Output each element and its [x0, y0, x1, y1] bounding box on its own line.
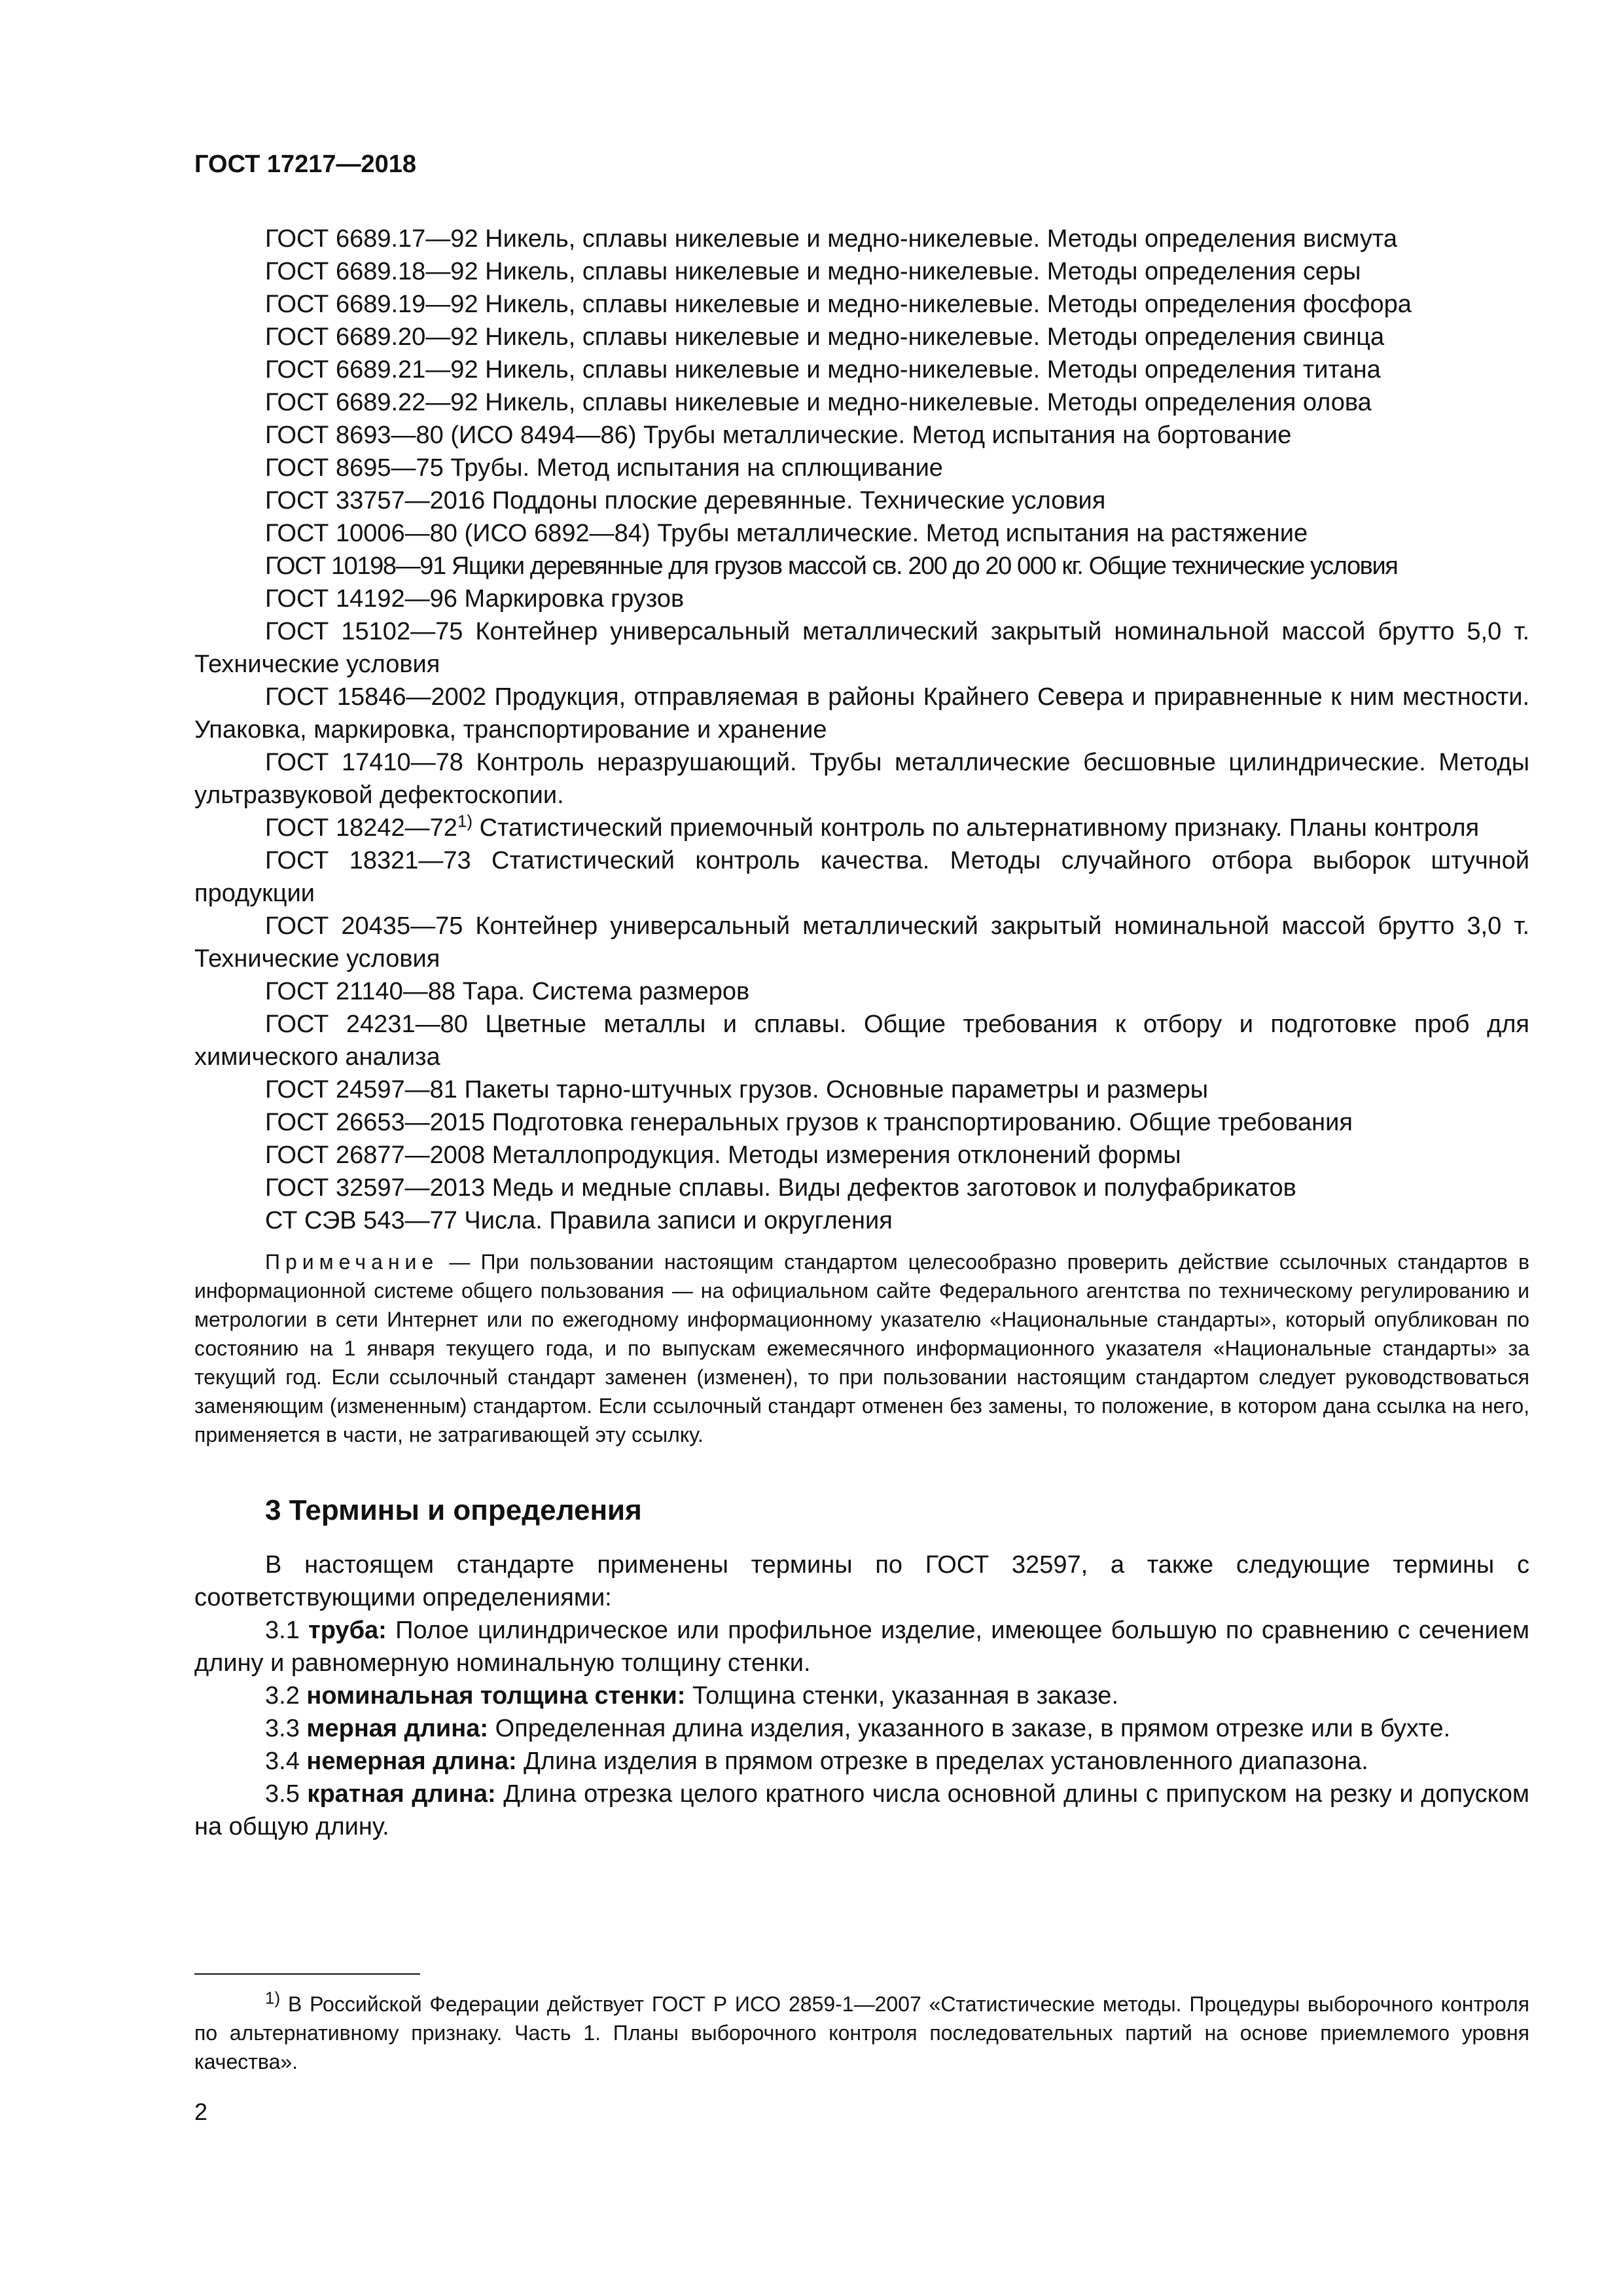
term-text: Полое цилиндрическое или профильное изделие, имеющее большую по сравнению с сечением длину и равномерную номинальную толщину стенки.	[194, 1617, 1530, 1677]
reference-code: ГОСТ 21140—88	[265, 978, 456, 1005]
note-dash: —	[449, 1250, 471, 1274]
reference-title: (ИСО 8494—86) Трубы металлические. Метод испытания на бортование	[450, 422, 1292, 449]
reference-code: ГОСТ 20435—75	[265, 912, 463, 940]
term-text: Длина изделия в прямом отрезке в пределах установленного диапазона.	[524, 1748, 1368, 1775]
reference-title: Маркировка грузов	[464, 585, 685, 613]
reference-item	[194, 1172, 1529, 1204]
term-definition	[194, 1614, 1529, 1679]
reference-item	[194, 1008, 1529, 1073]
reference-item	[194, 255, 1529, 288]
reference-code: ГОСТ 8695—75	[265, 454, 444, 482]
reference-code: ГОСТ 6689.19—92	[265, 291, 478, 318]
reference-code: СТ СЭВ 543—77	[265, 1207, 457, 1234]
term-number: 3.1	[265, 1617, 300, 1644]
reference-item	[194, 452, 1529, 484]
reference-item	[194, 844, 1529, 910]
reference-code: ГОСТ 10198—91	[265, 552, 446, 580]
note-text: При пользовании настоящим стандартом целесообразно проверить действие ссылочных стандартов в информационной системе общего пользования — на официальном сайте Федерального агентства по техническому регулированию и метрологии в сети Интернет или по ежегодному информационному указателю «Национальные стандарты», который опубликован по состоянию на 1 января текущего года, и по выпускам ежемесячного информационного указателя «Национальные стандарты» за текущий год. Если ссылочный стандарт заменен (изменен), то при пользовании настоящим стандартом следует руководствоваться заменяющим (измененным) стандартом. Если ссылочный стандарт отменен без замены, то положение, в котором дана ссылка на него, применяется в части, не затрагивающей эту ссылку.	[194, 1250, 1530, 1446]
term-number: 3.3	[265, 1715, 300, 1742]
reference-item	[194, 419, 1529, 452]
reference-title: Трубы. Метод испытания на сплющивание	[450, 454, 943, 482]
reference-title: Статистический приемочный контроль по альтернативному признаку. Планы контроля	[479, 814, 1480, 842]
term-number: 3.5	[265, 1780, 300, 1808]
reference-item	[194, 321, 1529, 353]
reference-item	[194, 386, 1529, 419]
section-intro: В настоящем стандарте применены термины по ГОСТ 32597, а также следующие термины с соответствующими определениями:	[194, 1551, 1529, 1611]
reference-item	[194, 910, 1529, 975]
reference-item	[194, 1204, 1529, 1237]
footnote-marker: 1)	[265, 1988, 281, 2008]
note-label: Примечание	[265, 1250, 439, 1274]
reference-title: Продукция, отправляемая в районы Крайнего Севера и приравненные к ним местности. Упаковка, маркировка, транспортирование и хранение	[194, 683, 1530, 744]
note-paragraph	[194, 1247, 1529, 1449]
reference-title: Подготовка генеральных грузов к транспортированию. Общие требования	[491, 1109, 1353, 1136]
term-text: Длина отрезка целого кратного числа основной длины с припуском на резку и допуском на общую длину.	[194, 1780, 1529, 1840]
page-content	[194, 223, 1529, 1843]
reference-item	[194, 746, 1529, 812]
reference-item	[194, 1073, 1529, 1106]
reference-code: ГОСТ 8693—80	[265, 422, 444, 449]
term-name: труба:	[308, 1617, 387, 1644]
reference-code: ГОСТ 24231—80	[265, 1011, 468, 1038]
reference-code: ГОСТ 6689.17—92	[265, 225, 478, 253]
reference-item	[194, 1106, 1529, 1139]
reference-code: ГОСТ 6689.20—92	[265, 323, 478, 351]
reference-item	[194, 1139, 1529, 1172]
reference-title: Никель, сплавы никелевые и медно-никелевые. Методы определения фосфора	[485, 291, 1412, 318]
reference-code: ГОСТ 18242—72	[265, 814, 457, 842]
term-name: немерная длина:	[306, 1748, 517, 1775]
reference-code: ГОСТ 10006—80	[265, 520, 457, 547]
reference-title: Пакеты тарно-штучных грузов. Основные параметры и размеры	[464, 1076, 1209, 1103]
section-title: 3 Термины и определения	[265, 1494, 642, 1526]
reference-code: ГОСТ 18321—73	[265, 847, 471, 874]
reference-title: Контейнер универсальный металлический закрытый номинальной массой брутто 3,0 т. Технические условия	[194, 912, 1530, 973]
reference-code: ГОСТ 26877—2008	[265, 1141, 486, 1169]
reference-item	[194, 583, 1529, 615]
reference-title: Тара. Система размеров	[462, 978, 750, 1005]
reference-code: ГОСТ 15102—75	[265, 618, 463, 645]
reference-item	[194, 223, 1529, 255]
reference-title: Контейнер универсальный металлический закрытый номинальной массой брутто 5,0 т. Технические условия	[194, 618, 1530, 678]
reference-item	[194, 288, 1529, 321]
reference-title: Никель, сплавы никелевые и медно-никелевые. Методы определения висмута	[485, 225, 1397, 253]
term-name: номинальная толщина стенки:	[306, 1682, 686, 1710]
reference-code: ГОСТ 6689.21—92	[265, 356, 478, 384]
reference-code: ГОСТ 24597—81	[265, 1076, 457, 1103]
reference-title: Статистический контроль качества. Методы случайного отбора выборок штучной продукции	[194, 847, 1529, 907]
reference-code: ГОСТ 14192—96	[265, 585, 457, 613]
term-text: Определенная длина изделия, указанного в заказе, в прямом отрезке или в бухте.	[495, 1715, 1451, 1742]
reference-code: ГОСТ 15846—2002	[265, 683, 487, 711]
reference-item	[194, 812, 1529, 844]
reference-code: ГОСТ 32597—2013	[265, 1174, 486, 1202]
reference-item	[194, 484, 1529, 517]
reference-title: Поддоны плоские деревянные. Технические условия	[491, 487, 1106, 514]
term-number: 3.4	[265, 1748, 300, 1775]
footnote	[194, 1990, 1529, 2076]
reference-code: ГОСТ 26653—2015	[265, 1109, 486, 1136]
term-name: кратная длина:	[307, 1780, 496, 1808]
footnote-marker: 1)	[457, 811, 473, 831]
reference-item	[194, 975, 1529, 1008]
reference-title: Медь и медные сплавы. Виды дефектов заготовок и полуфабрикатов	[491, 1174, 1296, 1202]
reference-title: Никель, сплавы никелевые и медно-никелевые. Методы определения титана	[485, 356, 1381, 384]
reference-code: ГОСТ 6689.22—92	[265, 389, 478, 416]
reference-title: Металлопродукция. Методы измерения отклонений формы	[491, 1141, 1181, 1169]
footnote-separator	[194, 1973, 420, 1975]
reference-code: ГОСТ 17410—78	[265, 749, 463, 776]
reference-title: Числа. Правила записи и округления	[464, 1207, 893, 1234]
reference-item	[194, 353, 1529, 386]
reference-code: ГОСТ 6689.18—92	[265, 258, 478, 285]
reference-title: Никель, сплавы никелевые и медно-никелевые. Методы определения олова	[485, 389, 1372, 416]
footnote-text: В Российской Федерации действует ГОСТ Р ИСО 2859-1—2007 «Статистические методы. Процедуры выборочного контроля по альтернативному признаку. Часть 1. Планы выборочного контроля последовательных партий на основе приемлемого уровня качества».	[194, 1992, 1530, 2073]
reference-item	[194, 517, 1529, 550]
reference-title: Ящики деревянные для грузов массой св. 200 до 20 000 кг. Общие технические условия	[451, 552, 1398, 580]
reference-title: Контроль неразрушающий. Трубы металлические бесшовные цилиндрические. Методы ультразвуковой дефектоскопии.	[194, 749, 1530, 809]
term-definition	[194, 1679, 1529, 1712]
page-number: 2	[194, 2098, 208, 2125]
term-definition	[194, 1778, 1529, 1843]
term-definition	[194, 1712, 1529, 1745]
reference-title: Цветные металлы и сплавы. Общие требования к отбору и подготовке проб для химического анализа	[194, 1011, 1529, 1071]
term-text: Толщина стенки, указанная в заказе.	[692, 1682, 1119, 1710]
reference-item	[194, 681, 1529, 746]
reference-title: Никель, сплавы никелевые и медно-никелевые. Методы определения серы	[485, 258, 1361, 285]
term-name: мерная длина:	[306, 1715, 489, 1742]
reference-title: (ИСО 6892—84) Трубы металлические. Метод испытания на растяжение	[464, 520, 1308, 547]
page-header: ГОСТ 17217—2018	[194, 151, 417, 178]
reference-item	[194, 550, 1529, 583]
term-number: 3.2	[265, 1682, 300, 1710]
reference-item	[194, 615, 1529, 681]
reference-title: Никель, сплавы никелевые и медно-никелевые. Методы определения свинца	[485, 323, 1385, 351]
reference-code: ГОСТ 33757—2016	[265, 487, 486, 514]
term-definition	[194, 1745, 1529, 1778]
normative-references-list	[194, 223, 1529, 1237]
